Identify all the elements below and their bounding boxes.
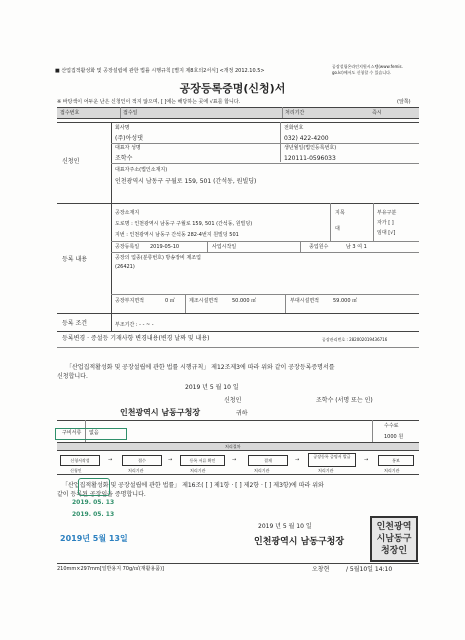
op-start-label: 사업시작일 xyxy=(212,244,237,250)
receipt-row xyxy=(57,107,419,118)
factory-admin-number: 공장관리번호 : 282002019436716 xyxy=(322,337,388,342)
law-note: ■ 산업집적활성화 및 공장설립에 관한 법률 시행규칙 [별지 제8호의2서식] <개정 2012.10.5> xyxy=(55,68,265,74)
applicant-section-label: 신청인 xyxy=(62,158,80,165)
aux-area-value: 59.000 ㎡ xyxy=(333,298,358,304)
guide-text: ※ 바탕색이 어두운 난은 신청인이 적지 않으며, [ ]에는 해당하는 곳에 √표를 합니다. xyxy=(57,99,241,105)
flow-arrow-1: → xyxy=(108,457,113,463)
applicant-sign-value: 조학수 (서명 또는 인) xyxy=(316,397,373,404)
fee-label: 수수료 xyxy=(384,423,399,429)
footer-time: / 5월10일 14:10 xyxy=(346,566,393,573)
land-category-value: 대 xyxy=(335,226,340,232)
processing-period-label: 처리기간 xyxy=(285,110,305,116)
industry-code: (26421) xyxy=(115,264,135,270)
ownership-label: 부유구분 xyxy=(377,210,397,216)
registration-section-label: 등록 내용 xyxy=(62,256,88,263)
condition-value: 부조기간 : - - ~ - xyxy=(115,322,154,328)
site-area-value: 0 ㎡ xyxy=(165,298,175,304)
flow-step-5: 공장등록 증명서 발급 xyxy=(308,453,356,467)
receipt-date-label: 접수일 xyxy=(123,110,138,116)
factory-location-label: 공장소재지 xyxy=(115,210,140,216)
required-docs-label: 구비서류 xyxy=(62,430,82,436)
site-area-label: 공장부지면적 xyxy=(115,298,144,304)
fee-value: 1000 원 xyxy=(384,434,404,440)
application-date: 2019 년 5 월 10 일 xyxy=(185,384,239,391)
land-category-label: 지목 xyxy=(335,210,345,216)
flow-step-4: 결재 xyxy=(248,455,288,466)
stamp-date-3: 2019년 5월 13일 xyxy=(60,534,128,543)
flow-arrow-5: → xyxy=(364,457,369,463)
paper-size-note: 210mm×297mm[일반용지 70g/㎡(재활용품)] xyxy=(57,566,165,572)
receipt-stamp-area xyxy=(60,470,130,560)
recipient-suffix: 귀하 xyxy=(236,410,248,417)
flow-actor-4: 처리기관 xyxy=(254,468,270,473)
flow-step-3: 등록 서류 확인 xyxy=(180,455,225,466)
online-note-2: go.kr)에서도 신청할 수 있습니다. xyxy=(332,70,392,75)
certification-line2: 같이 등록된 공장임을 증명합니다. xyxy=(57,491,146,498)
change-history-label: 등록변경 · 증설등 기재사항 변경내용(변경 날짜 및 내용) xyxy=(62,335,210,342)
employee-value: 남 3 여 1 xyxy=(346,244,367,250)
certification-line1: 「산업집적활성화 및 공장설립에 관한 법률」 제16조( [ ] 제1항 · [ ] 제2항 · [ ] 제3항)에 따라 위와 xyxy=(62,482,324,489)
application-statement-line2: 신청합니다. xyxy=(57,373,88,380)
employee-label: 종업원수 xyxy=(309,244,329,250)
company-label: 회사명 xyxy=(115,125,130,131)
registration-date-value: 2019-05-10 xyxy=(150,244,180,250)
phone-label: 전화번호 xyxy=(284,125,304,131)
flow-step-6: 통보 xyxy=(378,455,414,466)
mfg-area-value: 50.000 ㎡ xyxy=(232,298,257,304)
flow-arrow-4: → xyxy=(295,457,300,463)
address-value: 인천광역시 남동구 구월로 159, 501 (간석동, 원빌딩) xyxy=(115,178,257,185)
industry-label: 공장의 업종(분류번호) 방송장비 제조업 xyxy=(115,255,201,261)
representative-label: 대표자 성명 xyxy=(115,145,141,151)
stamp-date-2: 2019. 05. 13 xyxy=(72,511,115,518)
own-checkbox: 자가 [ ] xyxy=(377,220,394,226)
processing-period-value: 즉시 xyxy=(372,110,382,116)
page-title: 공장등록증명(신청)서 xyxy=(179,82,286,95)
stamp-frame xyxy=(78,478,110,496)
footer-name: 오창현 xyxy=(312,566,330,573)
aux-area-label: 부대시설면적 xyxy=(290,298,319,304)
company-value: (주)아성댓 xyxy=(115,135,143,142)
flow-arrow-3: → xyxy=(232,457,237,463)
official-seal xyxy=(370,516,418,562)
registration-date-label: 공장등록일 xyxy=(115,244,140,250)
receipt-no-label: 접수번호 xyxy=(60,110,80,116)
lot-address: 지번 : 인천광역시 남동구 간석동 282-4번지 원빌딩 501 xyxy=(115,232,239,238)
condition-label: 등록 조건 xyxy=(62,320,88,327)
birth-label: 생년월일(법인등록번호) xyxy=(284,145,337,151)
page-mark: (앞쪽) xyxy=(397,99,411,105)
stamp-date-1: 2019. 05. 13 xyxy=(72,499,115,506)
phone-value: 032) 422-4200 xyxy=(284,135,329,142)
online-note-1: 공장설립온라인지원시스템(www.femis. xyxy=(332,64,403,69)
flow-actor-3: 처리기관 xyxy=(190,468,206,473)
flow-step-1: 신청서작성 xyxy=(60,455,100,466)
flow-actor-1: 신청인 xyxy=(70,468,82,473)
issuer-name: 인천광역시 남동구청장 xyxy=(254,537,345,547)
required-docs-value: 없음 xyxy=(89,430,99,436)
flow-actor-5: 처리기관 xyxy=(318,468,334,473)
flow-step-2: 접수 xyxy=(122,455,162,466)
representative-value: 조학수 xyxy=(115,155,133,162)
recipient-name: 인천광역시 남동구청장 xyxy=(120,408,201,417)
address-label: 대표자주소(법인소재지) xyxy=(115,167,168,173)
flow-arrow-2: → xyxy=(168,457,173,463)
road-address: 도로명 : 인천광역시 남동구 구월로 159, 501 (간석동, 원빌딩) xyxy=(115,221,253,227)
flow-actor-2: 처리기관 xyxy=(128,468,144,473)
certification-date: 2019 년 5 월 10 일 xyxy=(258,523,312,530)
birth-value: 120111-0596033 xyxy=(284,155,336,162)
lease-checkbox: 임대 [√] xyxy=(377,230,396,236)
receipt-stamp-top xyxy=(55,428,127,440)
seal-text: 인천광역시남동구청장인 xyxy=(376,522,412,556)
application-statement-line1: 「산업집적활성화 및 공장설립에 관한 법률 시행규칙」 제12조제3에 따라 위와 같이 공장등록증명서를 xyxy=(66,364,335,371)
process-title: 처리절차 xyxy=(225,444,241,449)
mfg-area-label: 제조시설면적 xyxy=(189,298,218,304)
flow-actor-6: 처리기관 xyxy=(384,468,400,473)
applicant-sign-label: 신청인 xyxy=(224,397,242,404)
